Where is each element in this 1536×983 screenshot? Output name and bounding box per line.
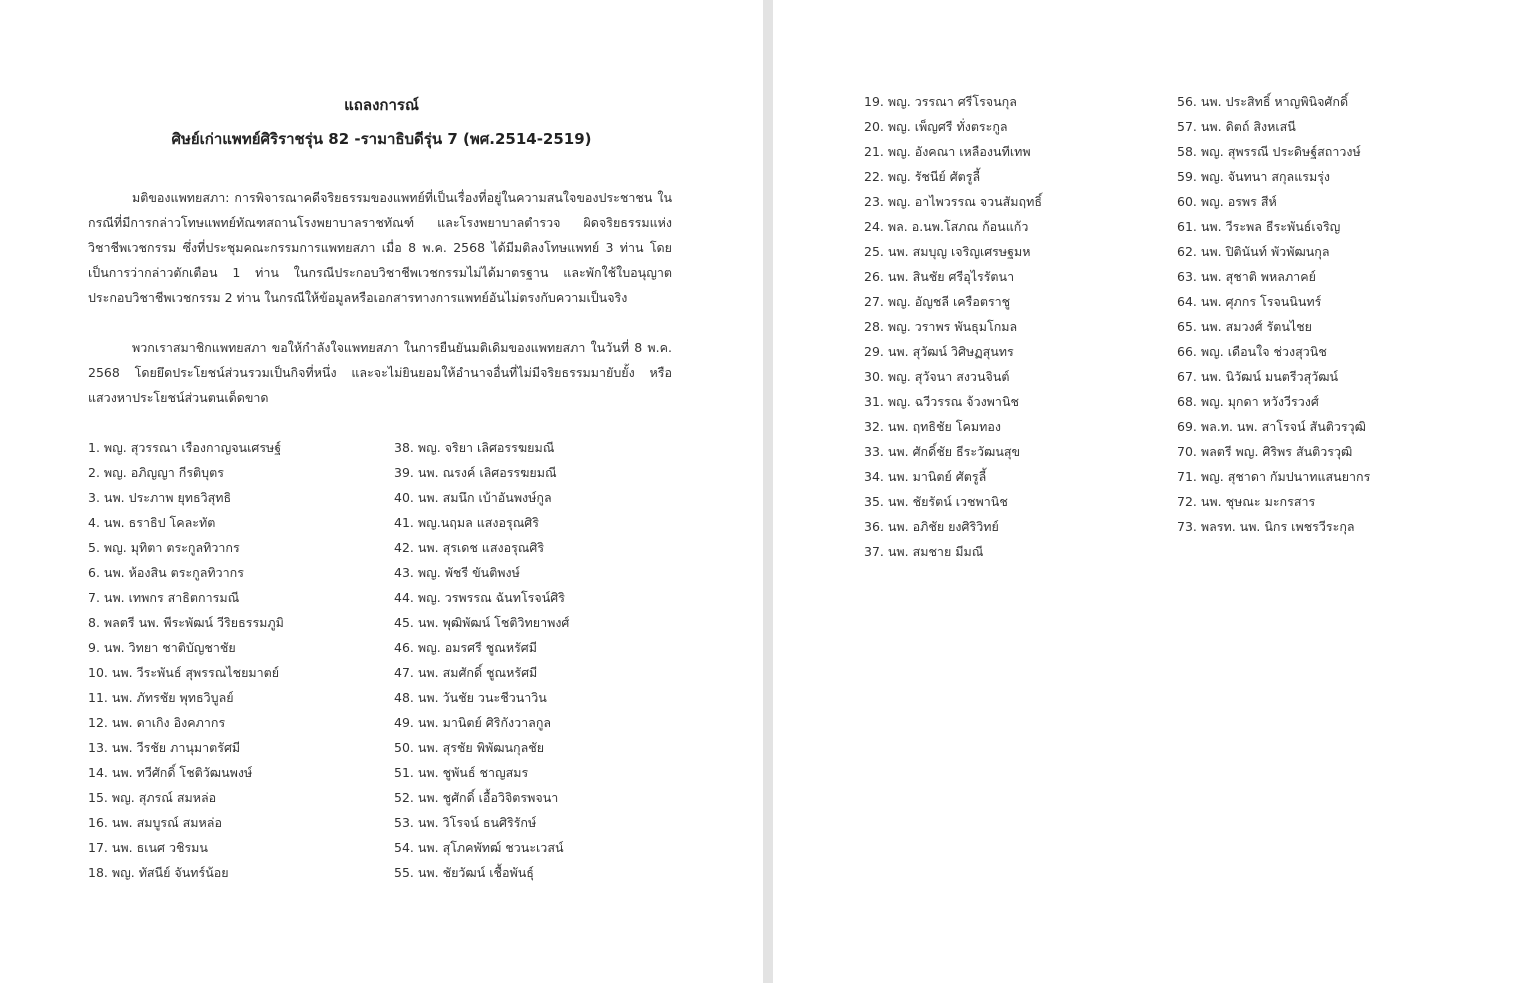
signatory-item: 71. พญ. สุชาดา กัมปนาทแสนยากร — [1177, 469, 1371, 484]
signatory-item: 49. นพ. มานิตย์ ศิริกังวาลกูล — [394, 715, 552, 730]
signatory-item: 36. นพ. อภิชัย ยงศิริวิทย์ — [864, 519, 999, 534]
signatory-item: 66. พญ. เดือนใจ ช่วงสุวนิช — [1177, 344, 1327, 359]
document-title: แถลงการณ์ — [344, 96, 419, 114]
signatory-item: 27. พญ. อัญชลี เครือตราชู — [864, 294, 1011, 309]
signatory-item: 18. พญ. ทัสนีย์ จันทร์น้อย — [88, 865, 229, 880]
signatory-item: 67. นพ. นิวัฒน์ มนตรีวสุวัฒน์ — [1177, 369, 1339, 384]
signatory-item: 2. พญ. อภิญญา กีรติบุตร — [88, 465, 224, 480]
signatory-item: 58. พญ. สุพรรณี ประดิษฐ์สถาวงษ์ — [1177, 144, 1361, 159]
signatory-item: 34. นพ. มานิตย์ ศัตรูลี้ — [864, 469, 987, 484]
signatory-item: 41. พญ.นฤมล แสงอรุณศิริ — [394, 515, 539, 530]
signatory-item: 31. พญ. ฉวีวรรณ จ้วงพานิช — [864, 394, 1019, 409]
signatory-item: 62. นพ. ปิตินันท์ พัวพัฒนกุล — [1177, 244, 1330, 259]
signatory-item: 7. นพ. เทพกร สาธิตการมณี — [88, 590, 240, 605]
signatory-item: 55. นพ. ชัยวัฒน์ เชื้อพันธุ์ — [394, 865, 534, 880]
signatory-item: 20. พญ. เพ็ญศรี ทั่งตระกูล — [864, 119, 1008, 134]
signatory-item: 43. พญ. พัชรี ขันติพงษ์ — [394, 565, 520, 580]
signatory-item: 24. พล. อ.นพ.โสภณ ก้อนแก้ว — [864, 219, 1029, 234]
signatory-list-column-4 — [1177, 89, 1370, 539]
signatory-item: 60. พญ. อรพร สีห์ — [1177, 194, 1277, 209]
signatory-item: 73. พลรท. นพ. นิกร เพชรวีระกุล — [1177, 519, 1355, 534]
signatory-item: 12. นพ. ดาเกิง อิงคภากร — [88, 715, 226, 730]
signatory-item: 53. นพ. วิโรจน์ ธนศิริรักษ์ — [394, 815, 537, 830]
signatory-item: 46. พญ. อมรศรี ชูณหรัศมี — [394, 640, 537, 655]
signatory-item: 5. พญ. มุทิตา ตระกูลทิวากร — [88, 540, 240, 555]
signatory-item: 50. นพ. สุรชัย พิพัฒนกุลชัย — [394, 740, 545, 755]
document-subtitle: ศิษย์เก่าแพทย์ศิริราชรุ่น 82 -รามาธิบดีรุ่น 7 (พศ.2514-2519) — [171, 130, 592, 148]
signatory-item: 23. พญ. อาไพวรรณ จวนสัมฤทธิ์ — [864, 194, 1042, 209]
signatory-item: 64. นพ. ศุภกร โรจนนินทร์ — [1177, 294, 1322, 309]
signatory-item: 13. นพ. วีรชัย ภานุมาตรัศมี — [88, 740, 241, 755]
signatory-item: 10. นพ. วีระพันธ์ สุพรรณไชยมาตย์ — [88, 665, 280, 680]
signatory-item: 22. พญ. รัชนีย์ ศัตรูลี้ — [864, 169, 981, 184]
signatory-item: 17. นพ. ธเนศ วชิรมน — [88, 840, 208, 855]
signatory-item: 30. พญ. สุวัจนา สงวนจินต์ — [864, 369, 1010, 384]
signatory-item: 4. นพ. ธราธิป โคละทัต — [88, 515, 216, 530]
signatory-item: 35. นพ. ชัยรัตน์ เวชพานิช — [864, 494, 1008, 509]
statement-paragraph-1: มติของแพทยสภา: การพิจารณาคดีจริยธรรมของแพทย์ที่เป็นเรื่องที่อยู่ในความสนใจของประชาชน ในกรณีที่มีการกล่าวโทษแพทย์ทัณฑสถานโรงพยาบาลราชทัณฑ์ และโรงพยาบาลตำรวจ ผิดจริยธรรมแห่งวิชาชีพเวชกรรม ซึ่งที่ประชุมคณะกรรมการแพทยสภา เมื่อ 8 พ.ค. 2568 ได้มีมติลงโทษแพทย์ 3 ท่าน โดยเป็นการว่ากล่าวตักเตือน 1 ท่าน ในกรณีประกอบวิชาชีพเวชกรรมไม่ได้มาตรฐาน และพักใช้ใบอนุญาตประกอบวิชาชีพเวชกรรม 2 ท่าน ในกรณีให้ข้อมูลหรือเอกสารทางการแพทย์อันไม่ตรงกับความเป็นจริง — [88, 190, 672, 305]
signatory-item: 9. นพ. วิทยา ชาติบัญชาชัย — [88, 640, 236, 655]
signatory-item: 51. นพ. ชูพันธ์ ชาญสมร — [394, 765, 529, 780]
signatory-item: 16. นพ. สมบูรณ์ สมหล่อ — [88, 815, 222, 830]
signatory-item: 14. นพ. ทวีศักดิ์ โชติวัฒนพงษ์ — [88, 765, 253, 780]
signatory-item: 37. นพ. สมชาย มีมณี — [864, 544, 984, 559]
signatory-item: 59. พญ. จันทนา สกุลแรมรุ่ง — [1177, 169, 1331, 184]
statement-paragraph-2: พวกเราสมาชิกแพทยสภา ขอให้กำลังใจแพทยสภา ในการยืนยันมติเดิมของแพทยสภา ในวันที่ 8 พ.ค. 2568 โดยยึดประโยชน์ส่วนรวมเป็นกิจที่หนึ่ง และจะไม่ยินยอมให้อำนาจอื่นที่ไม่มีจริยธรรมมายับยั้ง หรือแสวงหาประโยชน์ส่วนตนเด็ดขาด — [88, 340, 672, 405]
signatory-list-column-2 — [394, 435, 569, 885]
signatory-item: 42. นพ. สุรเดช แสงอรุณศิริ — [394, 540, 545, 555]
signatory-item: 69. พล.ท. นพ. สาโรจน์ สันติวรวุฒิ — [1177, 419, 1366, 434]
signatory-item: 8. พลตรี นพ. พีระพัฒน์ วีริยธรรมภูมิ — [88, 615, 284, 630]
signatory-item: 40. นพ. สมนึก เบ้าอันพงษ์กูล — [394, 490, 552, 505]
signatory-item: 54. นพ. สุโภคพัทฒ์ ชวนะเวสน์ — [394, 840, 564, 855]
signatory-item: 1. พญ. สุวรรณา เรืองกาญจนเศรษฐ์ — [88, 440, 282, 455]
signatory-item: 11. นพ. ภัทรชัย พุทธวิบูลย์ — [88, 690, 234, 705]
signatory-item: 61. นพ. วีระพล ธีระพันธ์เจริญ — [1177, 219, 1341, 234]
signatory-item: 65. นพ. สมวงศ์ รัตนไชย — [1177, 319, 1312, 334]
signatory-item: 48. นพ. วันชัย วนะชีวนาวิน — [394, 690, 547, 705]
signatory-item: 39. นพ. ณรงค์ เลิศอรรฆยมณี — [394, 465, 557, 480]
signatory-item: 3. นพ. ประภาพ ยุทธวิสุทธิ — [88, 490, 232, 505]
signatory-item: 29. นพ. สุวัฒน์ วิศิษฏสุนทร — [864, 344, 1014, 359]
signatory-item: 72. นพ. ชุษณะ มะกรสาร — [1177, 494, 1316, 509]
signatory-item: 33. นพ. ศักดิ์ชัย ธีระวัฒนสุข — [864, 444, 1021, 459]
signatory-item: 6. นพ. ห้องสิน ตระกูลทิวากร — [88, 565, 244, 580]
signatory-item: 38. พญ. จริยา เลิศอรรฆยมณี — [394, 440, 555, 455]
signatory-list-column-3 — [864, 89, 1042, 564]
page-1 — [0, 0, 763, 983]
signatory-item: 52. นพ. ชูศักดิ์ เอื้อวิจิตรพจนา — [394, 790, 559, 805]
signatory-item: 70. พลตรี พญ. ศิริพร สันติวรวุฒิ — [1177, 444, 1353, 459]
signatory-item: 21. พญ. อังคณา เหลืองนทีเทพ — [864, 144, 1031, 159]
page-separator — [763, 0, 773, 983]
signatory-item: 63. นพ. สุชาติ พหลภาคย์ — [1177, 269, 1316, 284]
signatory-list-column-1 — [88, 435, 284, 885]
signatory-item: 57. นพ. ดิตถ์ สิงหเสนี — [1177, 119, 1296, 134]
signatory-item: 56. นพ. ประสิทธิ์ หาญพินิจศักดิ์ — [1177, 94, 1349, 109]
signatory-item: 19. พญ. วรรณา ศรีโรจนกุล — [864, 94, 1017, 109]
signatory-item: 45. นพ. พุฒิพัฒน์ โชติวิทยาพงศ์ — [394, 615, 570, 630]
signatory-item: 15. พญ. สุภรณ์ สมหล่อ — [88, 790, 217, 805]
signatory-item: 28. พญ. วราพร พันธุมโกมล — [864, 319, 1018, 334]
signatory-item: 68. พญ. มุกดา หวังวีรวงศ์ — [1177, 394, 1319, 409]
signatory-item: 26. นพ. สินชัย ศรีอุไรรัตนา — [864, 269, 1015, 284]
signatory-item: 47. นพ. สมศักดิ์ ชูณหรัศมี — [394, 665, 538, 680]
signatory-item: 25. นพ. สมบุญ เจริญเศรษฐมห — [864, 244, 1031, 259]
signatory-item: 44. พญ. วรพรรณ ฉันทโรจน์ศิริ — [394, 590, 565, 605]
signatory-item: 32. นพ. ฤทธิชัย โคมทอง — [864, 419, 1001, 434]
